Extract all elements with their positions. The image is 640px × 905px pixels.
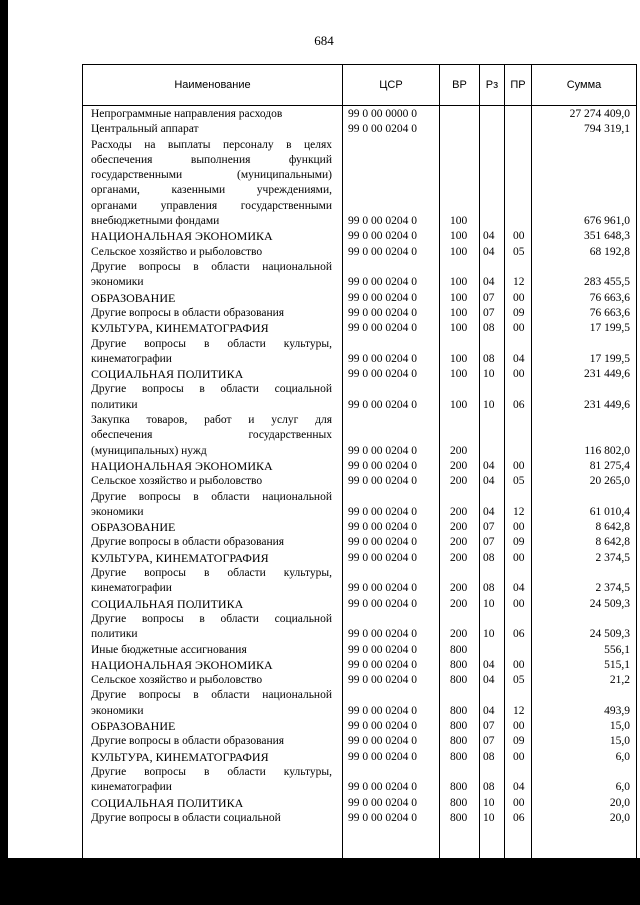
cell-csr: 99 0 00 0204 0: [348, 306, 417, 319]
cell-rz: 08: [483, 352, 495, 365]
cell-rz: 04: [483, 704, 495, 717]
cell-sum: 8 642,8: [595, 536, 630, 549]
cell-pr: 12: [513, 704, 525, 717]
cell-rz: 08: [483, 582, 495, 595]
row-name-line: Иные бюджетные ассигнования: [91, 643, 247, 656]
cell-rz: 10: [483, 597, 495, 610]
cell-sum: 15,0: [609, 720, 630, 732]
cell-pr: 04: [513, 781, 525, 794]
cell-csr: 99 0 00 0204 0: [348, 291, 417, 304]
cell-rz: 10: [483, 796, 495, 809]
row-name-line: Другие вопросы в области образования: [91, 536, 285, 549]
table-row: [83, 337, 636, 368]
table-row: [83, 367, 636, 382]
cell-vr: 800: [450, 658, 468, 671]
table-row: [83, 107, 636, 122]
row-name-line: ОБРАЗОВАНИЕ: [91, 520, 176, 535]
row-name-line: Другие вопросы в области национальной: [91, 490, 332, 503]
cell-sum: 6,0: [615, 781, 630, 794]
row-name-line: Закупка товаров, работ и услуг для: [91, 414, 332, 426]
column-header-pr: ПР: [505, 65, 532, 105]
cell-vr: 200: [450, 505, 468, 518]
table-row: [83, 643, 636, 658]
row-name-line: Другие вопросы в области образования: [91, 306, 285, 319]
cell-csr: 99 0 00 0204 0: [348, 720, 417, 732]
row-name-line: СОЦИАЛЬНАЯ ПОЛИТИКА: [91, 795, 244, 810]
table-row: [83, 765, 636, 796]
cell-rz: 04: [483, 475, 495, 488]
cell-sum: 27 274 409,0: [569, 108, 630, 120]
cell-vr: 800: [450, 643, 468, 656]
cell-csr: 99 0 00 0204 0: [348, 230, 417, 243]
row-name-line: внебюджетными фондами: [91, 215, 220, 228]
cell-sum: 76 663,6: [589, 306, 630, 319]
row-name: [91, 612, 332, 643]
cell-vr: 800: [450, 704, 468, 717]
cell-csr: 99 0 00 0000 0: [348, 108, 417, 120]
cell-pr: 00: [513, 521, 525, 534]
cell-vr: 200: [450, 475, 468, 488]
table-row: [83, 490, 636, 521]
cell-pr: 06: [513, 398, 525, 411]
row-name-line: Другие вопросы в области социальной: [91, 811, 281, 824]
row-name: [91, 796, 332, 811]
cell-pr: 04: [513, 582, 525, 595]
cell-csr: 99 0 00 0204 0: [348, 628, 417, 641]
row-name-line: КУЛЬТУРА, КИНЕМАТОГРАФИЯ: [91, 749, 269, 764]
cell-rz: 04: [483, 230, 495, 243]
document-page: [8, 0, 640, 858]
table-row: [83, 138, 636, 230]
row-name: [91, 750, 332, 765]
row-name: [91, 520, 332, 535]
cell-pr: 12: [513, 505, 525, 518]
cell-pr: 12: [513, 276, 525, 289]
row-name: [91, 382, 332, 413]
table-row: [83, 382, 636, 413]
cell-sum: 61 010,4: [589, 505, 630, 518]
cell-vr: 800: [450, 750, 468, 763]
cell-csr: 99 0 00 0204 0: [348, 796, 417, 809]
cell-sum: 17 199,5: [589, 352, 630, 365]
cell-rz: 08: [483, 322, 495, 335]
row-name-line: кинематографии: [91, 582, 172, 595]
table-row: [83, 750, 636, 765]
cell-pr: 00: [513, 322, 525, 335]
cell-csr: 99 0 00 0204 0: [348, 245, 417, 258]
cell-sum: 20,0: [609, 796, 630, 809]
table-row: [83, 811, 636, 826]
cell-csr: 99 0 00 0204 0: [348, 811, 417, 824]
cell-sum: 493,9: [604, 704, 630, 717]
cell-csr: 99 0 00 0204 0: [348, 536, 417, 549]
cell-vr: 800: [450, 674, 468, 687]
cell-pr: 00: [513, 230, 525, 243]
cell-csr: 99 0 00 0204 0: [348, 658, 417, 671]
row-name: [91, 107, 332, 122]
cell-pr: 00: [513, 459, 525, 472]
cell-csr: 99 0 00 0204 0: [348, 398, 417, 411]
cell-sum: 17 199,5: [589, 322, 630, 335]
cell-sum: 21,2: [609, 674, 630, 687]
cell-pr: 00: [513, 597, 525, 610]
cell-csr: 99 0 00 0204 0: [348, 215, 417, 228]
table-row: [83, 673, 636, 688]
cell-vr: 200: [450, 521, 468, 534]
cell-vr: 800: [450, 811, 468, 824]
table-row: [83, 612, 636, 643]
row-name-line: экономики: [91, 704, 144, 717]
cell-rz: 07: [483, 720, 495, 732]
cell-vr: 100: [450, 322, 468, 335]
table-row: [83, 122, 636, 137]
cell-rz: 08: [483, 781, 495, 794]
row-name-line: обеспечения государственных: [91, 429, 332, 442]
cell-sum: 231 449,6: [584, 368, 630, 381]
table-row: [83, 520, 636, 535]
table-row: [83, 688, 636, 719]
row-name-line: Другие вопросы в области социальной: [91, 612, 332, 625]
cell-pr: 09: [513, 306, 525, 319]
cell-csr: 99 0 00 0204 0: [348, 521, 417, 534]
cell-pr: 05: [513, 245, 525, 258]
row-name-line: обеспечения выполнения функций: [91, 153, 332, 166]
cell-sum: 676 961,0: [584, 215, 630, 228]
table-row: [83, 796, 636, 811]
cell-sum: 116 802,0: [584, 444, 630, 457]
cell-vr: 800: [450, 796, 468, 809]
column-header-name: Наименование: [83, 65, 343, 105]
cell-pr: 00: [513, 750, 525, 763]
row-name: [91, 719, 332, 734]
row-name-line: государственными (муниципальными): [91, 169, 332, 182]
row-name-line: политики: [91, 398, 138, 411]
cell-pr: 06: [513, 628, 525, 641]
cell-vr: 800: [450, 735, 468, 748]
row-name: [91, 229, 332, 244]
table-row: [83, 459, 636, 474]
cell-rz: 08: [483, 551, 495, 564]
cell-csr: 99 0 00 0204 0: [348, 475, 417, 488]
cell-sum: 231 449,6: [584, 398, 630, 411]
cell-pr: 05: [513, 674, 525, 687]
row-name-line: НАЦИОНАЛЬНАЯ ЭКОНОМИКА: [91, 229, 273, 244]
row-name-line: Другие вопросы в области национальной: [91, 689, 332, 702]
row-name-line: ОБРАЗОВАНИЕ: [91, 719, 176, 733]
cell-rz: 04: [483, 276, 495, 289]
cell-rz: 07: [483, 306, 495, 319]
row-name: [91, 673, 332, 688]
cell-sum: 76 663,6: [589, 291, 630, 304]
cell-csr: 99 0 00 0204 0: [348, 704, 417, 717]
cell-vr: 200: [450, 551, 468, 564]
cell-csr: 99 0 00 0204 0: [348, 750, 417, 763]
column-header-vr: ВР: [440, 65, 480, 105]
row-name-line: СОЦИАЛЬНАЯ ПОЛИТИКА: [91, 596, 244, 611]
row-name: [91, 765, 332, 796]
cell-vr: 100: [450, 306, 468, 319]
row-name-line: органами управления государственными: [91, 199, 332, 212]
cell-vr: 200: [450, 628, 468, 641]
cell-csr: 99 0 00 0204 0: [348, 123, 417, 136]
cell-pr: 00: [513, 658, 525, 671]
cell-pr: 00: [513, 796, 525, 809]
cell-rz: 07: [483, 735, 495, 748]
cell-csr: 99 0 00 0204 0: [348, 674, 417, 687]
row-name: [91, 367, 332, 382]
cell-vr: 100: [450, 291, 468, 304]
cell-rz: 04: [483, 505, 495, 518]
cell-vr: 100: [450, 230, 468, 243]
row-name: [91, 474, 332, 489]
row-name-line: Другие вопросы в области национальной: [91, 261, 332, 273]
cell-sum: 15,0: [609, 735, 630, 748]
cell-rz: 10: [483, 368, 495, 381]
cell-vr: 200: [450, 582, 468, 595]
cell-sum: 20 265,0: [589, 475, 630, 488]
cell-rz: 10: [483, 628, 495, 641]
cell-pr: 00: [513, 291, 525, 304]
cell-csr: 99 0 00 0204 0: [348, 643, 417, 656]
cell-rz: 07: [483, 536, 495, 549]
row-name-line: Непрограммные направления расходов: [91, 108, 283, 120]
table-row: [83, 245, 636, 260]
row-name-line: (муниципальных) нужд: [91, 444, 207, 457]
table-row: [83, 321, 636, 336]
cell-vr: 100: [450, 398, 468, 411]
row-name-line: Сельское хозяйство и рыболовство: [91, 674, 263, 687]
cell-pr: 06: [513, 811, 525, 824]
row-name-line: ОБРАЗОВАНИЕ: [91, 290, 176, 305]
cell-csr: 99 0 00 0204 0: [348, 368, 417, 381]
table-row: [83, 260, 636, 291]
cell-vr: 100: [450, 245, 468, 258]
cell-sum: 8 642,8: [595, 521, 630, 534]
row-name: [91, 535, 332, 550]
row-name: [91, 490, 332, 521]
cell-csr: 99 0 00 0204 0: [348, 781, 417, 794]
row-name-line: экономики: [91, 505, 144, 518]
cell-csr: 99 0 00 0204 0: [348, 735, 417, 748]
table-row: [83, 306, 636, 321]
row-name-line: Другие вопросы в области культуры,: [91, 567, 332, 579]
row-name: [91, 459, 332, 474]
cell-sum: 351 648,3: [584, 230, 630, 243]
row-name-line: НАЦИОНАЛЬНАЯ ЭКОНОМИКА: [91, 657, 273, 672]
table-row: [83, 734, 636, 749]
row-name-line: СОЦИАЛЬНАЯ ПОЛИТИКА: [91, 367, 244, 382]
column-header-rz: Рз: [480, 65, 505, 105]
cell-rz: 07: [483, 291, 495, 304]
row-name-line: Другие вопросы в области социальной: [91, 383, 332, 396]
cell-rz: 07: [483, 521, 495, 534]
row-name-line: политики: [91, 628, 138, 641]
cell-csr: 99 0 00 0204 0: [348, 551, 417, 564]
row-name: [91, 291, 332, 306]
row-name-line: Центральный аппарат: [91, 123, 199, 136]
row-name: [91, 306, 332, 321]
row-name-line: КУЛЬТУРА, КИНЕМАТОГРАФИЯ: [91, 550, 269, 565]
row-name-line: КУЛЬТУРА, КИНЕМАТОГРАФИЯ: [91, 321, 269, 336]
row-name: [91, 321, 332, 336]
table-header: [82, 64, 637, 106]
table-row: [83, 551, 636, 566]
cell-csr: 99 0 00 0204 0: [348, 597, 417, 610]
table-row: [83, 597, 636, 612]
table-row: [83, 719, 636, 734]
row-name: [91, 138, 332, 230]
table-row: [83, 535, 636, 550]
table-row: [83, 566, 636, 597]
table-row: [83, 291, 636, 306]
row-name: [91, 260, 332, 291]
cell-csr: 99 0 00 0204 0: [348, 322, 417, 335]
cell-pr: 09: [513, 735, 525, 748]
row-name: [91, 597, 332, 612]
cell-vr: 100: [450, 352, 468, 365]
cell-vr: 800: [450, 720, 468, 732]
cell-sum: 68 192,8: [589, 245, 630, 258]
row-name: [91, 337, 332, 368]
table-row: [83, 474, 636, 489]
cell-vr: 800: [450, 781, 468, 794]
cell-pr: 05: [513, 475, 525, 488]
cell-sum: 81 275,4: [589, 459, 630, 472]
cell-pr: 00: [513, 720, 525, 732]
cell-csr: 99 0 00 0204 0: [348, 352, 417, 365]
cell-sum: 515,1: [604, 658, 630, 671]
cell-pr: 00: [513, 368, 525, 381]
row-name: [91, 413, 332, 459]
table-row: [83, 413, 636, 459]
cell-pr: 09: [513, 536, 525, 549]
cell-vr: 200: [450, 444, 468, 457]
cell-sum: 6,0: [615, 750, 630, 763]
row-name-line: НАЦИОНАЛЬНАЯ ЭКОНОМИКА: [91, 458, 273, 473]
cell-sum: 2 374,5: [595, 582, 630, 595]
row-name: [91, 643, 332, 658]
cell-sum: 2 374,5: [595, 551, 630, 564]
row-name: [91, 811, 332, 826]
cell-csr: 99 0 00 0204 0: [348, 444, 417, 457]
cell-csr: 99 0 00 0204 0: [348, 459, 417, 472]
row-name-line: Сельское хозяйство и рыболовство: [91, 475, 263, 488]
cell-vr: 200: [450, 459, 468, 472]
row-name-line: органами, казенными учреждениями,: [91, 184, 332, 197]
row-name: [91, 551, 332, 566]
cell-sum: 556,1: [604, 643, 630, 656]
row-name: [91, 734, 332, 749]
cell-vr: 100: [450, 215, 468, 228]
row-name: [91, 122, 332, 137]
column-header-csr: ЦСР: [343, 65, 440, 105]
cell-csr: 99 0 00 0204 0: [348, 276, 417, 289]
cell-csr: 99 0 00 0204 0: [348, 582, 417, 595]
cell-vr: 100: [450, 368, 468, 381]
cell-vr: 100: [450, 276, 468, 289]
table-row: [83, 658, 636, 673]
cell-vr: 200: [450, 536, 468, 549]
cell-pr: 00: [513, 551, 525, 564]
row-name: [91, 245, 332, 260]
cell-rz: 04: [483, 674, 495, 687]
cell-sum: 24 509,3: [589, 597, 630, 610]
cell-rz: 10: [483, 811, 495, 824]
row-name-line: Другие вопросы в области культуры,: [91, 765, 332, 778]
cell-vr: 200: [450, 597, 468, 610]
table-row: [83, 229, 636, 244]
row-name: [91, 658, 332, 673]
cell-sum: 20,0: [609, 811, 630, 824]
cell-sum: 24 509,3: [589, 628, 630, 641]
cell-pr: 04: [513, 352, 525, 365]
row-name: [91, 688, 332, 719]
row-name-line: Расходы на выплаты персоналу в целях: [91, 138, 332, 151]
column-header-sum: Сумма: [566, 79, 602, 91]
row-name-line: Сельское хозяйство и рыболовство: [91, 245, 263, 258]
cell-sum: 283 455,5: [584, 276, 630, 289]
page-number: 684: [314, 33, 334, 48]
row-name: [91, 566, 332, 597]
row-name-line: Другие вопросы в области культуры,: [91, 337, 332, 350]
row-name-line: Другие вопросы в области образования: [91, 735, 285, 748]
row-name-line: кинематографии: [91, 352, 172, 365]
cell-csr: 99 0 00 0204 0: [348, 505, 417, 518]
cell-rz: 04: [483, 459, 495, 472]
cell-rz: 04: [483, 658, 495, 671]
row-name-line: экономики: [91, 276, 144, 289]
cell-rz: 10: [483, 398, 495, 411]
cell-sum: 794 319,1: [584, 123, 630, 136]
row-name-line: кинематографии: [91, 781, 172, 794]
cell-rz: 04: [483, 245, 495, 258]
cell-rz: 08: [483, 750, 495, 763]
